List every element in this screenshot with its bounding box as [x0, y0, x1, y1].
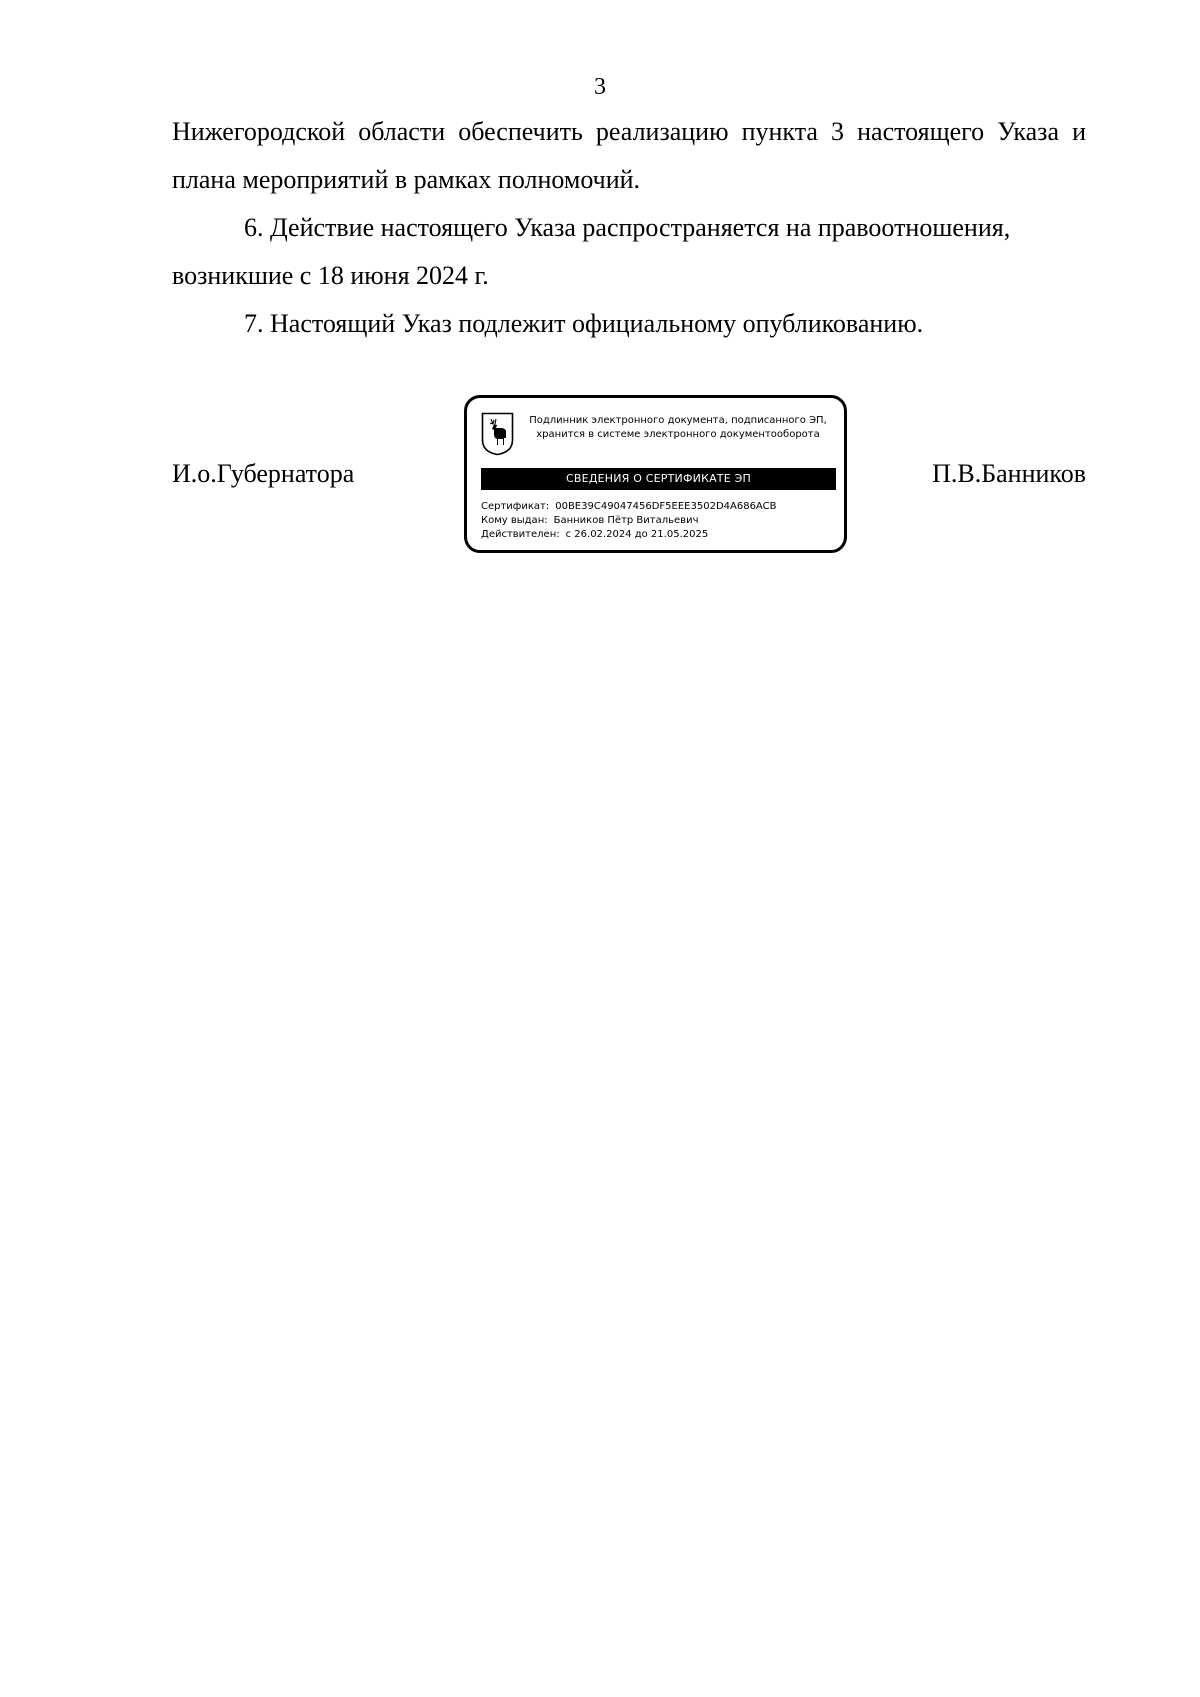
validity-row: [481, 528, 776, 542]
paragraph-7: 7. Настоящий Указ подлежит официальному опубликованию.: [244, 309, 924, 338]
document-body: [172, 108, 1086, 348]
validity-label: Действителен:: [481, 529, 560, 540]
electronic-signature-stamp: [464, 395, 847, 553]
issued-to-row: [481, 514, 776, 528]
stamp-certificate-title: СВЕДЕНИЯ О СЕРТИФИКАТЕ ЭП: [481, 468, 836, 490]
stamp-header-line-2: хранится в системе электронного документооборота: [536, 429, 820, 440]
signatory-position: И.о.Губернатора: [172, 459, 355, 488]
stamp-certificate-details: [481, 500, 776, 542]
signatory-name: П.В.Банников: [932, 459, 1086, 488]
issued-to-label: Кому выдан:: [481, 515, 548, 526]
page-number: 3: [594, 74, 606, 100]
stamp-header-line-1: Подлинник электронного документа, подписанного ЭП,: [529, 415, 827, 426]
issued-to-value: Банников Пётр Витальевич: [553, 515, 699, 526]
paragraph-continuation: Нижегородской области обеспечить реализацию пункта 3 настоящего Указа и плана мероприятий в рамках полномочий.: [172, 117, 1086, 194]
paragraph-6: 6. Действие настоящего Указа распространяется на правоотношения, возникшие с 18 июня 2024 г.: [172, 213, 1011, 290]
deer-coat-of-arms-icon: [481, 412, 514, 456]
certificate-value: 00BE39C49047456DF5EEE3502D4A686ACB: [555, 501, 777, 512]
validity-value: с 26.02.2024 до 21.05.2025: [565, 529, 709, 540]
certificate-row: [481, 500, 776, 514]
certificate-label: Сертификат:: [481, 501, 550, 512]
stamp-header: [519, 414, 837, 442]
